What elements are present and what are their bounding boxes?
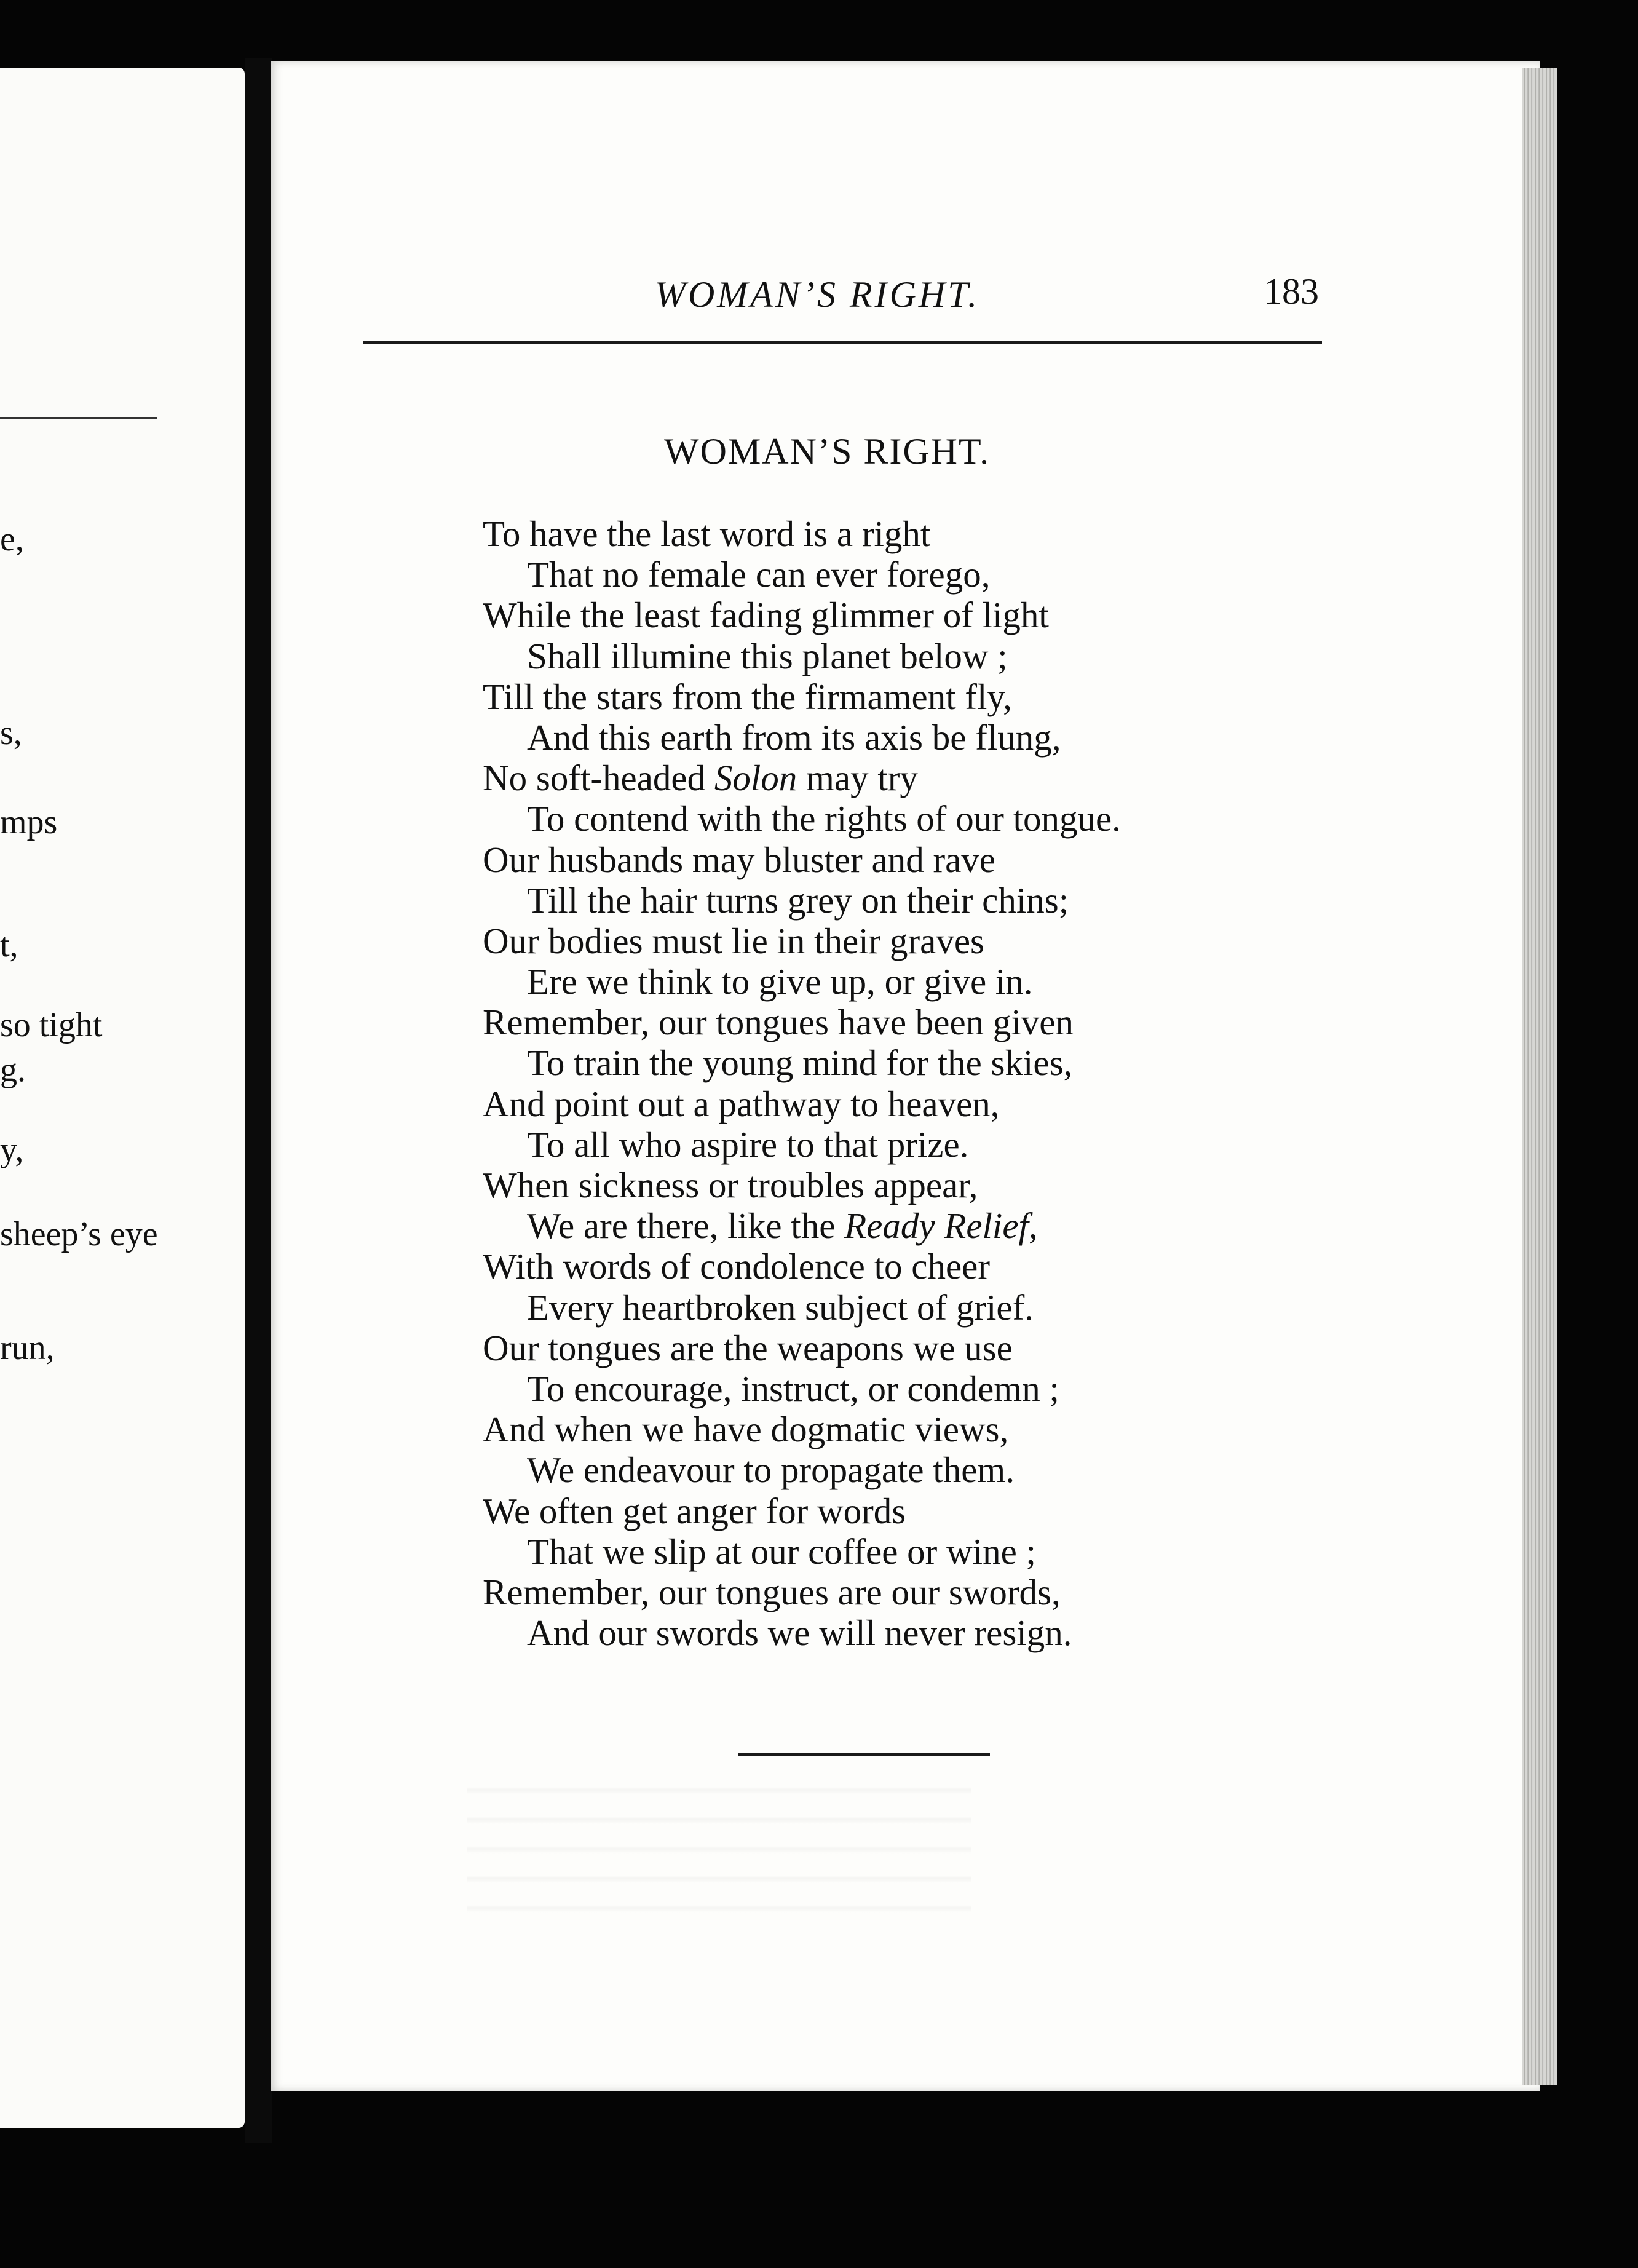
poem-line: Till the hair turns grey on their chins; [527,879,1069,921]
poem-line-text: No soft-headed [483,758,714,799]
poem-line: Our husbands may bluster and rave [483,839,995,880]
running-title: WOMAN’S RIGHT. [655,274,980,315]
poem-line: That no female can ever forego, [527,554,991,595]
page-number: 183 [1264,271,1319,312]
previous-page-fragment: s, [0,714,22,752]
poem-line: And point out a pathway to heaven, [483,1083,1000,1124]
previous-page-fragment: run, [0,1329,55,1367]
previous-page-fragment: so tight [0,1006,103,1044]
poem-line: To contend with the rights of our tongue. [527,798,1121,839]
poem-line: With words of condolence to cheer [483,1246,990,1287]
previous-page-fragment: sheep’s eye [0,1215,158,1253]
previous-page-fragment: mps [0,803,58,841]
poem-line-text: We are there, like the [527,1205,845,1247]
poem-title: WOMAN’S RIGHT. [664,431,991,472]
previous-page-rule [0,417,157,419]
poem-line-text: may try [797,758,918,799]
poem-line: When sickness or troubles appear, [483,1165,978,1205]
book-gutter [245,58,272,2143]
previous-page-fragment: g. [0,1051,26,1089]
poem-line: To all who aspire to that prize. [527,1124,969,1165]
header-rule [363,341,1322,344]
poem-line: We endeavour to propagate them. [527,1449,1015,1491]
poem-line: Ere we think to give up, or give in. [527,961,1033,1002]
poem-line: Remember, our tongues have been given [483,1002,1074,1043]
poem-end-rule [738,1753,990,1756]
poem-line: Our tongues are the weapons we use [483,1327,1013,1368]
previous-page [0,68,245,2128]
poem-line-italic: Ready Relief [844,1205,1029,1247]
page-edges [1522,68,1557,2085]
poem-line: Our bodies must lie in their graves [483,920,985,961]
poem-line: Till the stars from the firmament fly, [483,676,1012,717]
poem-line: And this earth from its axis be flung, [527,716,1061,758]
previous-page-fragment: t, [0,926,18,964]
poem-line: To encourage, instruct, or condemn ; [527,1368,1059,1409]
poem-line [483,758,1282,798]
poem-line: While the least fading glimmer of light [483,595,1049,636]
poem-line [483,1205,1282,1246]
poem-line: Remember, our tongues are our swords, [483,1571,1061,1612]
poem-line-text: , [1028,1205,1038,1247]
poem-line-italic: Solon [714,758,797,799]
poem-line: Shall illumine this planet below ; [527,635,1008,676]
previous-page-fragment: y, [0,1131,24,1169]
poem-body [483,513,1282,1653]
poem-line: And when we have dogmatic views, [483,1409,1009,1450]
poem-line: We often get anger for words [483,1490,906,1531]
bleed-through [467,1765,971,1913]
poem-line: That we slip at our coffee or wine ; [527,1531,1036,1572]
poem-line: Every heartbroken subject of grief. [527,1287,1034,1328]
previous-page-fragment: e, [0,520,24,558]
poem-line: And our swords we will never resign. [527,1612,1072,1654]
poem-line: To have the last word is a right [483,513,931,554]
poem-line: To train the young mind for the skies, [527,1042,1073,1084]
